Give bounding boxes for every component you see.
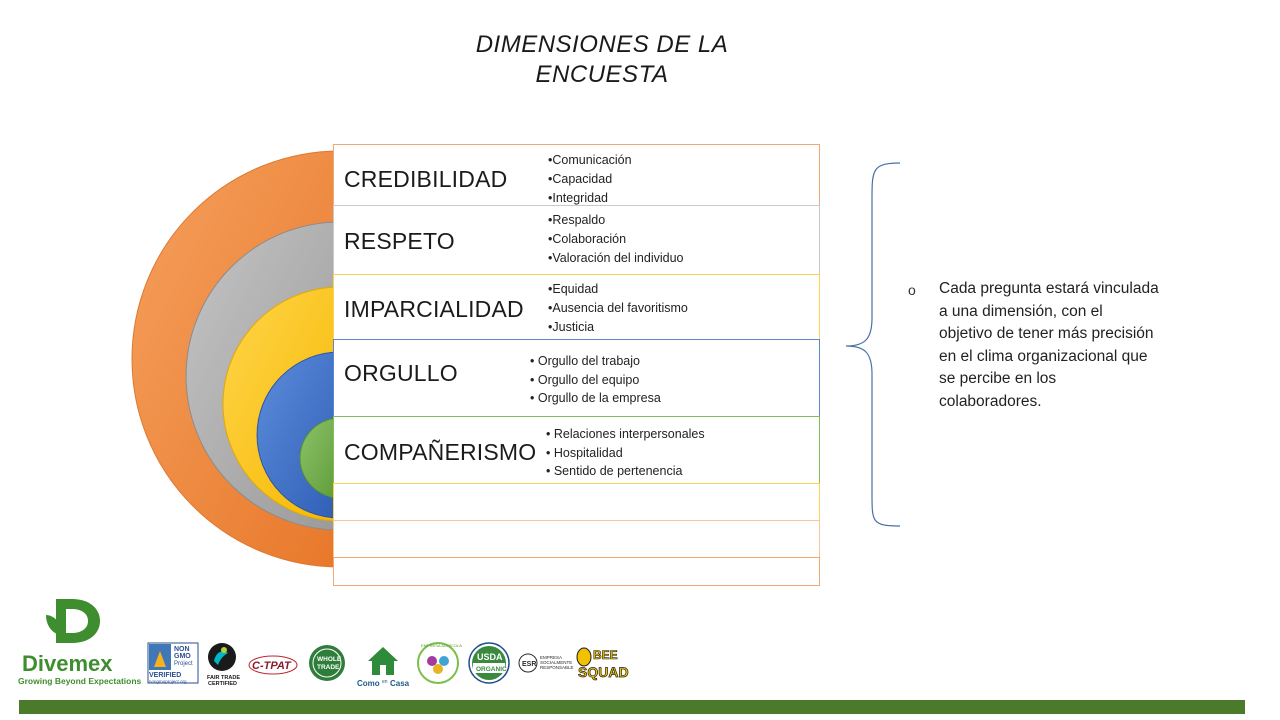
note-bullet: o (908, 282, 916, 298)
row-empty-2 (333, 520, 820, 558)
note-text: Cada pregunta estará vinculada a una dimensión, con el objetivo de tener más precisión en el clima organizacional que se percibe en los colaboradores. (939, 280, 1159, 410)
dimension-items (548, 211, 683, 268)
title-line-1: DIMENSIONES DE LA (475, 31, 729, 58)
dimension-label: IMPARCIALIDAD (344, 296, 524, 322)
svg-text:WHOLE: WHOLE (317, 656, 342, 663)
svg-text:EMPRESA AGRÍCOLA: EMPRESA AGRÍCOLA (421, 643, 462, 648)
dimension-item: •Colaboración (548, 232, 627, 246)
svg-text:SQUAD: SQUAD (578, 664, 629, 680)
dimension-item: • Orgullo del trabajo (530, 354, 640, 368)
dimension-items (530, 352, 661, 408)
svg-text:RESPONSABLE: RESPONSABLE (540, 665, 574, 670)
dimension-item: •Valoración del individuo (548, 251, 684, 265)
empresa-agricola-logo (418, 643, 462, 683)
row-companerismo (333, 416, 820, 484)
divemex-logo (18, 599, 142, 686)
dimension-item: •Justicia (548, 320, 595, 334)
usda-organic-logo (469, 643, 509, 683)
svg-text:ORGANIC: ORGANIC (476, 666, 507, 673)
svg-text:nongmoproject.org: nongmoproject.org (149, 679, 187, 684)
svg-text:VERIFIED: VERIFIED (149, 672, 182, 679)
dimension-label: CREDIBILIDAD (344, 166, 508, 192)
svg-text:SOCIALMENTE: SOCIALMENTE (540, 660, 573, 665)
svg-text:Project: Project (174, 661, 193, 667)
row-respeto (333, 205, 820, 275)
esr-logo (519, 654, 574, 672)
svg-text:Como: Como (357, 679, 380, 688)
dimension-items (548, 280, 688, 337)
como-en-casa-logo (357, 647, 410, 688)
svg-text:CERTIFIED: CERTIFIED (208, 681, 238, 687)
svg-text:ESR: ESR (522, 661, 537, 668)
row-orgullo (333, 339, 820, 417)
svg-text:BEE: BEE (593, 648, 618, 662)
logo-strip (18, 595, 658, 695)
dimension-item: • Hospitalidad (546, 445, 623, 460)
dimension-label: ORGULLO (344, 360, 458, 386)
row-imparcialidad (333, 274, 820, 340)
dimension-item: •Capacidad (548, 172, 613, 186)
dimension-item: •Equidad (548, 282, 599, 296)
row-empty-3 (333, 557, 820, 586)
svg-text:NON: NON (174, 646, 190, 653)
dimension-item: •Ausencia del favoritismo (548, 301, 688, 315)
svg-text:Casa: Casa (390, 679, 410, 688)
svg-text:en: en (382, 679, 388, 685)
dimension-item: • Orgullo de la empresa (530, 391, 661, 405)
fair-trade-logo (207, 643, 240, 687)
whole-trade-logo (309, 645, 345, 681)
svg-text:EMPRESA: EMPRESA (540, 655, 563, 660)
dimension-label: RESPETO (344, 228, 455, 254)
dimension-item: •Respaldo (548, 213, 606, 227)
row-credibilidad (333, 144, 820, 206)
dimension-item: • Orgullo del equipo (530, 372, 640, 387)
curly-brace (846, 163, 900, 526)
dimension-item: •Integridad (548, 191, 608, 205)
svg-text:C-TPAT: C-TPAT (252, 660, 291, 672)
svg-text:FAIR TRADE: FAIR TRADE (207, 675, 240, 681)
dimension-item: •Comunicación (548, 153, 632, 167)
brand-tagline: Growing Beyond Expectations (18, 676, 142, 686)
svg-text:GMO: GMO (174, 653, 191, 660)
dimension-label: COMPAÑERISMO (344, 439, 537, 465)
svg-text:USDA: USDA (477, 652, 503, 662)
dimension-items (546, 425, 705, 481)
ctpat-logo (249, 656, 297, 674)
title-line-2: ENCUESTA (535, 61, 669, 88)
footer-bar (19, 700, 1245, 714)
dimensions-diagram (333, 144, 820, 586)
svg-text:TRADE: TRADE (317, 664, 340, 671)
bee-squad-logo (577, 648, 629, 680)
row-empty-1 (333, 483, 820, 521)
dimension-items (548, 151, 632, 208)
dimension-item: • Relaciones interpersonales (546, 427, 705, 441)
non-gmo-logo (148, 643, 198, 684)
brand-name: Divemex (22, 651, 113, 676)
dimension-item: • Sentido de pertenencia (546, 464, 683, 478)
